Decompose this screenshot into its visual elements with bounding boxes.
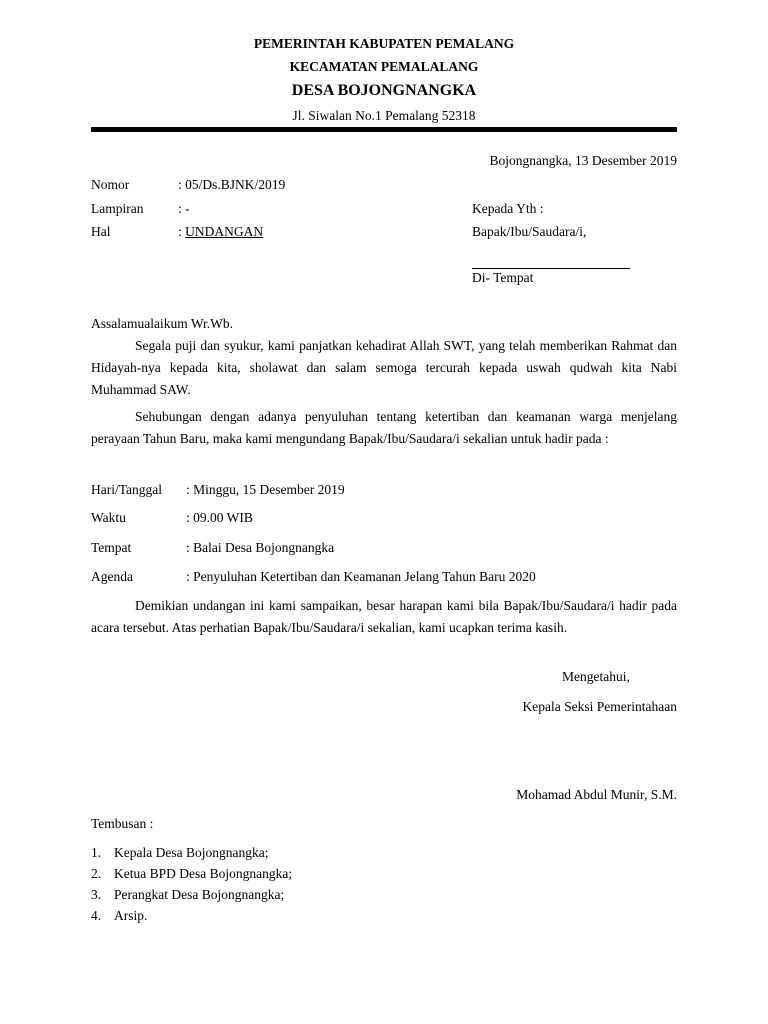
- cc-item-num: 4.: [91, 908, 102, 923]
- paragraph-closing-text: Demikian undangan ini kami sampaikan, besar harapan kami bila Bapak/Ibu/Saudara/i hadir pada acara tersebut. Atas perhatian Bapak/Ibu/Saudara/i sekalian, kami ucapkan terima kasih.: [91, 598, 677, 635]
- cc-item-num: 2.: [91, 866, 102, 881]
- event-agenda-value: : Penyuluhan Ketertiban dan Keamanan Jelang Tahun Baru 2020: [186, 569, 536, 584]
- recipient-blank-line: [472, 268, 630, 269]
- greeting: Assalamualaikum Wr.Wb.: [91, 316, 234, 331]
- recipient-heading: Kepada Yth :: [472, 201, 544, 216]
- nomor-value: : 05/Ds.BJNK/2019: [178, 177, 286, 192]
- signature-position: Kepala Seksi Pemerintahaan: [522, 699, 677, 714]
- recipient-addressee: Bapak/Ibu/Saudara/i,: [472, 224, 587, 239]
- paragraph-opening-text: Segala puji dan syukur, kami panjatkan kehadirat Allah SWT, yang telah memberikan Rahmat dan Hidayah-nya kepada kita, sholawat dan salam semoga tercurah kepada uswah qudwah kita Nabi Muhammad SAW.: [91, 338, 677, 397]
- hal-value: UNDANGAN: [185, 224, 264, 239]
- cc-item-text: Perangkat Desa Bojongnangka;: [114, 887, 285, 902]
- lampiran-value: : -: [178, 201, 190, 216]
- letterhead-divider: [91, 127, 677, 132]
- event-day-value: : Minggu, 15 Desember 2019: [186, 482, 345, 497]
- event-day-label: Hari/Tanggal: [91, 482, 163, 497]
- paragraph-invitation-text: Sehubungan dengan adanya penyuluhan tentang ketertiban dan keamanan warga menjelang perayaan Tahun Baru, maka kami mengundang Bapak/Ibu/Saudara/i sekalian untuk hadir pada :: [91, 409, 677, 446]
- signature-acknowledge: Mengetahui,: [562, 669, 630, 684]
- hal-label: Hal: [91, 224, 111, 239]
- hal-value-wrapper: [178, 224, 263, 240]
- event-agenda-label: Agenda: [91, 569, 133, 584]
- paragraph-closing: [91, 595, 677, 639]
- nomor-label: Nomor: [91, 177, 130, 192]
- cc-item-text: Ketua BPD Desa Bojongnangka;: [114, 866, 293, 881]
- cc-title: Tembusan :: [91, 816, 154, 831]
- letterhead-government: PEMERINTAH KABUPATEN PEMALANG: [253, 36, 515, 51]
- event-place-value: : Balai Desa Bojongnangka: [186, 540, 335, 555]
- paragraph-opening: [91, 335, 677, 401]
- recipient-place: Di- Tempat: [472, 270, 534, 285]
- cc-item-num: 3.: [91, 887, 102, 902]
- cc-item-text: Arsip.: [114, 908, 148, 923]
- letterhead-village: DESA BOJONGNANGKA: [291, 82, 477, 99]
- event-place-label: Tempat: [91, 540, 132, 555]
- letterhead-address: Jl. Siwalan No.1 Pemalang 52318: [292, 108, 476, 123]
- event-time-value: : 09.00 WIB: [186, 510, 253, 525]
- letterhead-district: KECAMATAN PEMALALANG: [289, 59, 479, 74]
- cc-item-text: Kepala Desa Bojongnangka;: [114, 845, 269, 860]
- letter-date: Bojongnangka, 13 Desember 2019: [489, 153, 677, 168]
- hal-colon: :: [178, 224, 186, 239]
- event-time-label: Waktu: [91, 510, 126, 525]
- cc-item-num: 1.: [91, 845, 102, 860]
- paragraph-invitation: [91, 406, 677, 450]
- signature-name: Mohamad Abdul Munir, S.M.: [516, 787, 677, 802]
- lampiran-label: Lampiran: [91, 201, 144, 216]
